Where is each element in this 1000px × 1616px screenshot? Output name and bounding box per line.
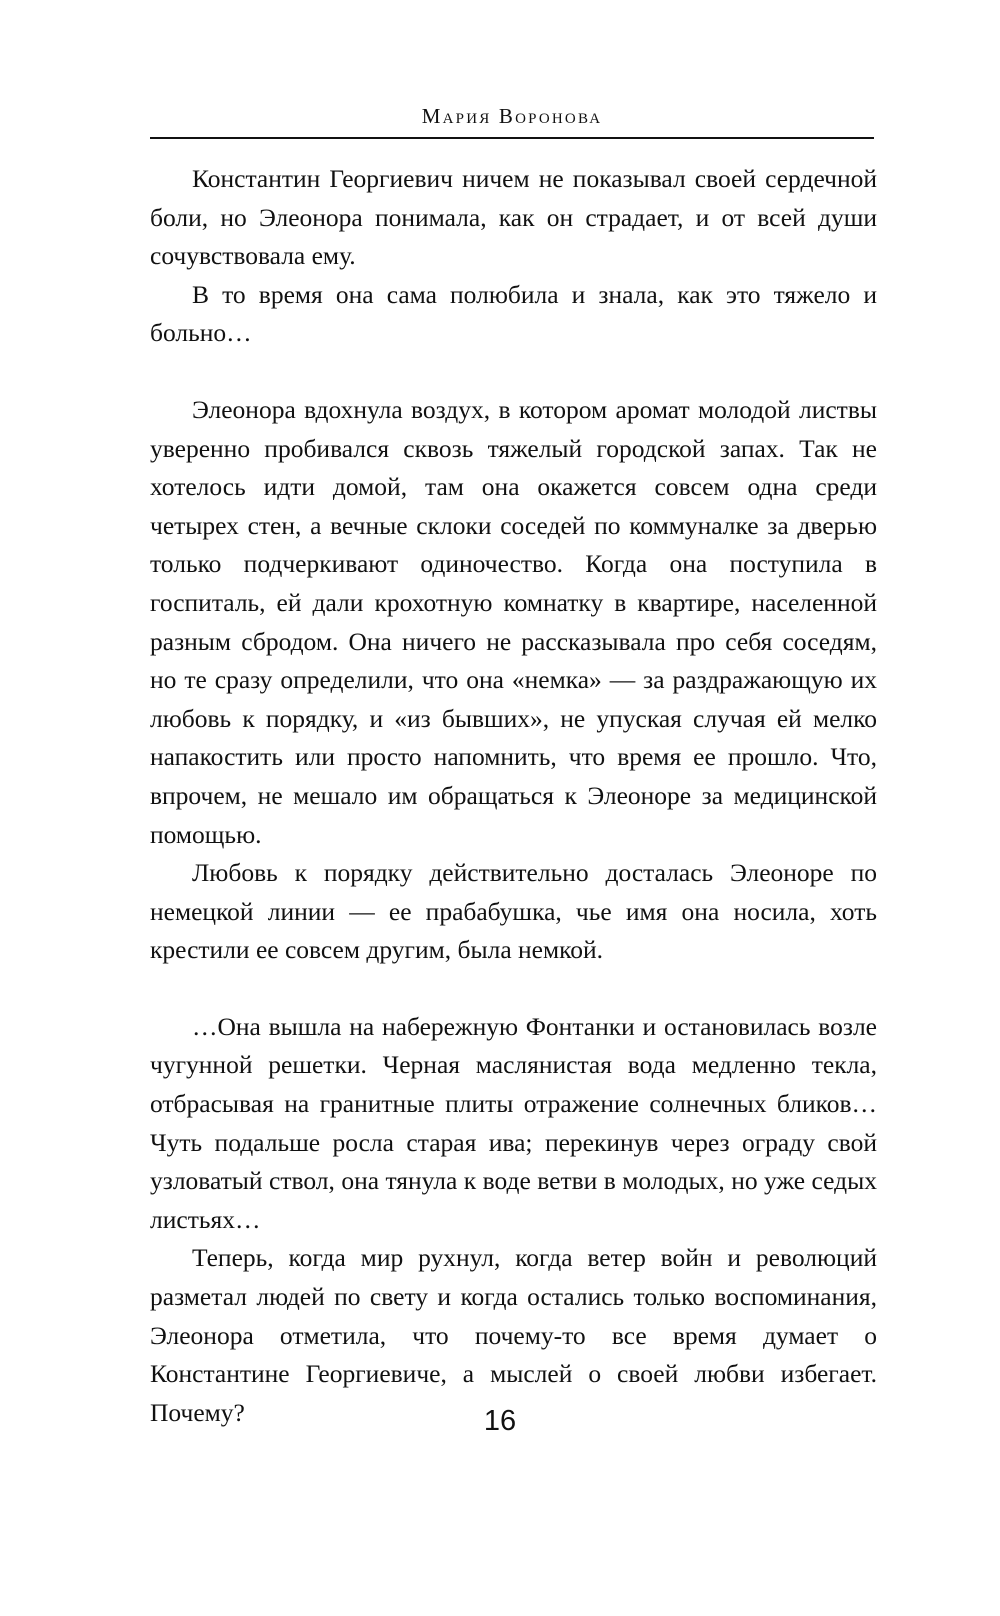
paragraph: Константин Георгиевич ничем не показывал своей сердечной боли, но Элеонора понимала, как он страдает, и от всей души сочувствовала ему.	[150, 164, 877, 271]
page-number: 16	[483, 1405, 517, 1437]
page-body	[150, 160, 877, 1432]
paragraph: Элеонора вдохнула воздух, в котором аромат молодой листвы уверенно пробивался сквозь тяжелый городской запах. Так не хотелось идти домой, там она окажется совсем одна среди четырех стен, а вечные склоки соседей по коммуналке за дверью только подчеркивают одиночество. Когда она поступила в госпиталь, ей дали крохотную комнатку в квартире, населенной разным сбродом. Она ничего не рассказывала про себя соседям, но те сразу определили, что она «немка» — за раздражающую их любовь к порядку, и «из бывших», не упуская случая ей мелко напакостить или просто напомнить, что время ее прошло. Что, впрочем, не мешало им обращаться к Элеоноре за медицинской помощью.	[150, 394, 877, 849]
header-divider	[150, 137, 874, 139]
paragraph: …Она вышла на набережную Фонтанки и остановилась возле чугунной решетки. Черная маслянистая вода медленно текла, отбрасывая на гранитные плиты отражение солнечных бликов… Чуть подальше росла старая ива; перекинув через ограду свой узловатый ствол, она тянула к воде ветви в молодых, но уже седых листьях…	[150, 1011, 877, 1234]
paragraph: Любовь к порядку действительно досталась Элеоноре по немецкой линии — ее прабабушка, чье имя она носила, хоть крестили ее совсем другим, была немкой.	[150, 858, 877, 965]
paragraph: В то время она сама полюбила и знала, как это тяжело и больно…	[150, 279, 877, 348]
paragraph: Теперь, когда мир рухнул, когда ветер войн и революций разметал людей по свету и когда остались только воспоминания, Элеонора отметила, что почему-то все время думает о Константине Георгиевиче, а мыслей о своей любви избегает. Почему?	[150, 1243, 877, 1427]
running-head-author: Мария Воронова	[421, 104, 603, 128]
